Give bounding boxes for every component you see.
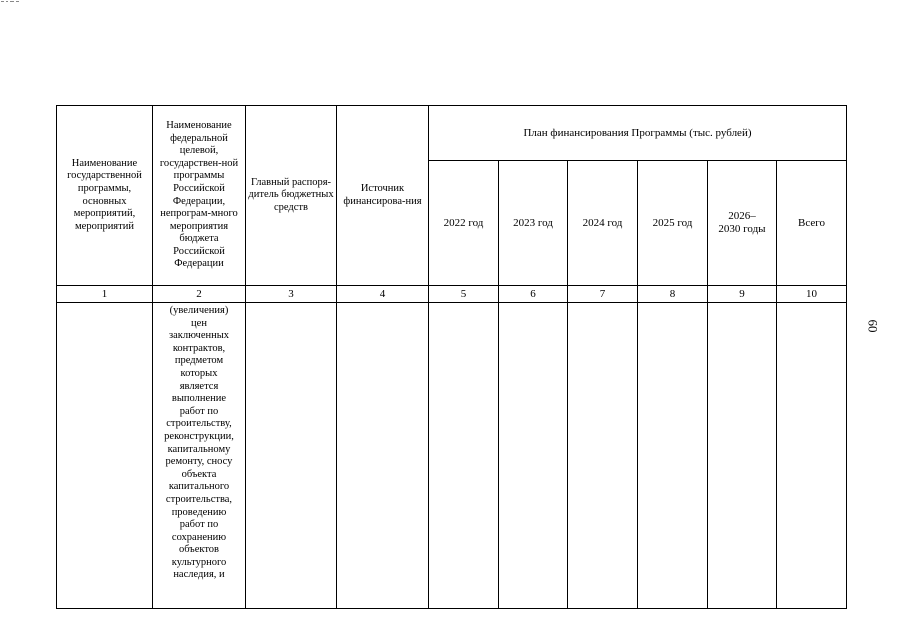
- cell-2023: [499, 303, 568, 609]
- header-program-name: Наименование государственной программы, основных мероприятий, мероприятий: [57, 106, 153, 286]
- column-number: 6: [499, 286, 568, 303]
- column-number: 8: [638, 286, 708, 303]
- header-year-2023: 2023 год: [499, 161, 568, 286]
- header-total: Всего: [777, 161, 847, 286]
- header-year-2026-2030: 2026– 2030 годы: [708, 161, 777, 286]
- header-year-2025: 2025 год: [638, 161, 708, 286]
- cell-federal-program-name: (увеличения) цен заключенных контрактов, предметом которых является выполнение работ по строительству, реконструкции, капитальному ремонту, сносу объекта капитального строительства, проведению работ по сохранению объектов культурного наследия, и: [153, 303, 246, 609]
- funding-plan-table: [56, 105, 847, 609]
- column-number: 1: [57, 286, 153, 303]
- cell-funding-source: [337, 303, 429, 609]
- cell-chief-manager: [246, 303, 337, 609]
- header-year-2024: 2024 год: [568, 161, 638, 286]
- cell-program-name: [57, 303, 153, 609]
- cell-total: [777, 303, 847, 609]
- column-number: 2: [153, 286, 246, 303]
- column-number: 9: [708, 286, 777, 303]
- table-row: [57, 303, 847, 609]
- cell-2024: [568, 303, 638, 609]
- header-funding-source: Источник финансирова-ния: [337, 106, 429, 286]
- header-chief-manager: Главный распоря-дитель бюджетных средств: [246, 106, 337, 286]
- column-number: 3: [246, 286, 337, 303]
- cell-2022: [429, 303, 499, 609]
- column-number: 10: [777, 286, 847, 303]
- header-funding-plan: План финансирования Программы (тыс. рублей): [429, 106, 847, 161]
- column-number: 4: [337, 286, 429, 303]
- header-federal-program-name: Наименование федеральной целевой, государствен-ной программы Российской Федерации, непрограм-много мероприятия бюджета Российской Федерации: [153, 106, 246, 286]
- column-number: 7: [568, 286, 638, 303]
- column-number: 5: [429, 286, 499, 303]
- page-number: 60: [865, 319, 881, 333]
- scan-artifact-mark: [0, 0, 22, 4]
- cell-2026-2030: [708, 303, 777, 609]
- header-year-2022: 2022 год: [429, 161, 499, 286]
- cell-2025: [638, 303, 708, 609]
- column-number-row: [57, 286, 847, 303]
